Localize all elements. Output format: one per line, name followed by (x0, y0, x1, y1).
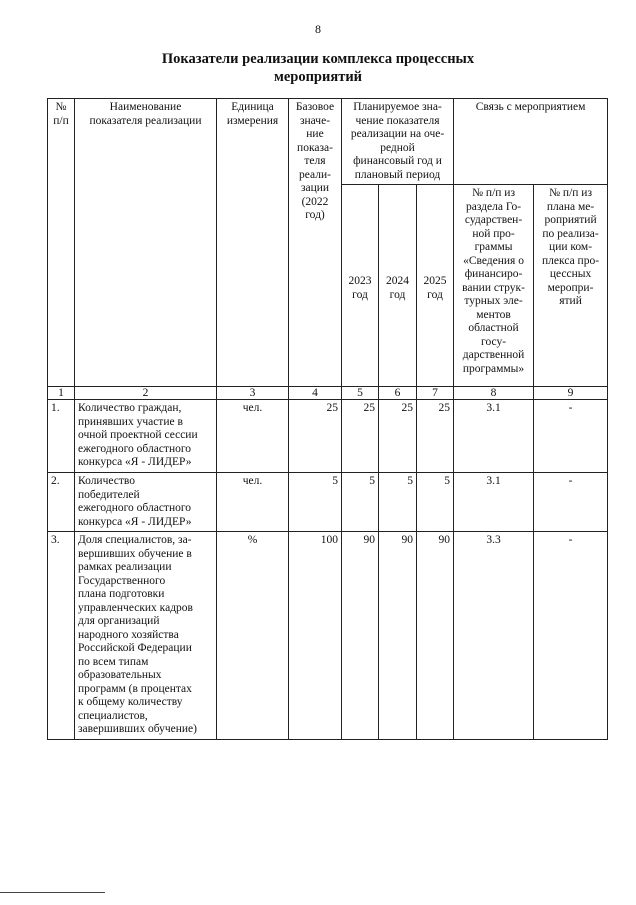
row-link-gp: 3.3 (454, 532, 534, 740)
row-indicator-name (75, 400, 217, 473)
cell-text-line: очной проектной сессии (78, 429, 198, 441)
cell-text-line: конкурса «Я - ЛИДЕР» (78, 515, 192, 528)
cell-text-line: завершивших обучение) (78, 723, 197, 735)
cell-text-line: плекса про- (542, 254, 600, 267)
cell-text-line: программ (в процентах (78, 682, 192, 695)
cell-text-line: вании струк- (462, 281, 525, 294)
cell-text-line: ежегодного областного (78, 442, 192, 455)
table-row (48, 473, 608, 532)
index-row (48, 387, 608, 400)
title-line-1: Показатели реализации комплекса процессных (161, 51, 475, 67)
title-line-2: мероприятий (273, 69, 363, 85)
cell-text-line: народного хозяйства (78, 628, 179, 641)
cell-text-line: чение показателя (355, 114, 440, 127)
cell-text-line: образовательных (78, 669, 162, 681)
cell-text-line: управленческих кадров (78, 601, 193, 614)
cell-text-line: дарственной (462, 349, 525, 361)
cell-text-line: 2023 (348, 275, 372, 287)
cell-text-line: «Сведения о (463, 254, 524, 267)
footnote-divider (0, 892, 105, 893)
row-value-2023: 90 (342, 532, 379, 740)
cell-text-line: (2022 (301, 195, 329, 208)
row-num: 2. (48, 473, 75, 532)
cell-text-line: Государственного (78, 574, 166, 587)
cell-text-line: реализации на оче- (350, 128, 445, 140)
row-value-2023: 25 (342, 400, 379, 473)
cell-text-line: по реализа- (542, 227, 599, 240)
row-indicator-name (75, 532, 217, 740)
cell-text-line: роприятий (544, 214, 597, 226)
cell-text-line: областной (468, 322, 519, 334)
header-unit (217, 99, 289, 387)
cell-text-line: победителей (78, 488, 140, 501)
cell-text-line: раздела Го- (465, 200, 522, 213)
cell-text-line: меропри- (547, 281, 594, 294)
index-cell: 9 (534, 387, 608, 400)
indicators-table (47, 98, 608, 740)
header-link-gp (454, 185, 534, 387)
cell-text-line: плановый период (354, 168, 441, 181)
header-2024 (379, 185, 417, 387)
row-value-2025: 25 (417, 400, 454, 473)
index-cell: 7 (417, 387, 454, 400)
table-row (48, 532, 608, 740)
index-cell: 1 (48, 387, 75, 400)
row-unit: чел. (217, 400, 289, 473)
cell-text-line: Количество граждан, (78, 402, 182, 414)
table-row (48, 400, 608, 473)
header-base-value (289, 99, 342, 387)
index-cell: 4 (289, 387, 342, 400)
cell-text-line: для организаций (78, 615, 160, 627)
cell-text-line: значе- (299, 114, 331, 127)
cell-text-line: теля (304, 155, 326, 167)
cell-text-line: сударствен- (464, 214, 523, 226)
cell-text-line: реали- (299, 168, 331, 181)
cell-text-line: к общему количеству (78, 696, 183, 708)
header-link-plan (534, 185, 608, 387)
cell-text-line: цессных (549, 268, 592, 280)
cell-text-line: п/п (53, 114, 69, 127)
cell-text-line: Планируемое зна- (353, 101, 442, 113)
index-cell: 3 (217, 387, 289, 400)
row-link-gp: 3.1 (454, 400, 534, 473)
cell-text-line: финансиро- (464, 268, 523, 280)
cell-text-line: турных эле- (464, 295, 523, 307)
cell-text-line: Количество (78, 475, 135, 487)
page-number: 8 (315, 22, 321, 36)
cell-text-line: рамках реализации (78, 561, 172, 573)
cell-text-line: ние (306, 128, 324, 140)
cell-text-line: финансовый год и (353, 155, 442, 167)
row-value-2023: 5 (342, 473, 379, 532)
row-value-2024: 90 (379, 532, 417, 740)
cell-text-line: принявших участие в (78, 415, 183, 428)
cell-text-line: Российской Федерации (78, 642, 192, 654)
row-unit: % (217, 532, 289, 740)
cell-text-line: ежегодного областного (78, 502, 192, 514)
cell-text-line: граммы (474, 241, 513, 253)
cell-text-line: год (352, 288, 368, 301)
cell-text-line: год (389, 288, 406, 301)
cell-text-line: конкурса «Я - ЛИДЕР» (78, 456, 192, 468)
cell-text-line: специалистов, (78, 709, 148, 722)
index-cell: 6 (379, 387, 417, 400)
cell-text-line: показателя реализации (89, 114, 202, 127)
cell-text-line: Доля специалистов, за- (78, 534, 192, 546)
cell-text-line: Базовое (295, 101, 335, 113)
cell-text-line: плана подготовки (78, 588, 165, 600)
row-link-gp: 3.1 (454, 473, 534, 532)
cell-text-line: госу- (481, 335, 507, 348)
cell-text-line: год) (305, 209, 325, 221)
header-num (48, 99, 75, 387)
cell-text-line: по всем типам (78, 655, 149, 668)
index-cell: 5 (342, 387, 379, 400)
cell-text-line: программы» (462, 362, 525, 375)
header-row-top (48, 99, 608, 185)
row-value-2024: 25 (379, 400, 417, 473)
index-cell: 8 (454, 387, 534, 400)
cell-text-line: зации (300, 182, 330, 194)
cell-text-line: 2024 (386, 275, 409, 287)
cell-text-line: ятий (559, 295, 582, 307)
table-body (48, 99, 608, 740)
header-planned-value (342, 99, 454, 185)
header-2023 (342, 185, 379, 387)
cell-text-line: Наименование (109, 101, 182, 113)
row-indicator-name (75, 473, 217, 532)
cell-text-line: вершивших обучение в (78, 547, 192, 560)
row-num: 3. (48, 532, 75, 740)
row-value-2025: 5 (417, 473, 454, 532)
cell-text-line: Единица (231, 101, 274, 113)
row-link-plan: - (534, 400, 608, 473)
cell-text-line: ной про- (472, 227, 515, 240)
document-title (100, 50, 536, 86)
cell-text-line: редной (380, 141, 415, 154)
header-link: Связь с мероприятием (454, 99, 608, 185)
cell-text-line: плана ме- (546, 200, 595, 213)
row-value-2025: 90 (417, 532, 454, 740)
cell-text-line: ментов (476, 308, 511, 321)
cell-text-line: № п/п из (549, 187, 592, 199)
row-base-value: 100 (289, 532, 342, 740)
row-value-2024: 5 (379, 473, 417, 532)
row-base-value: 5 (289, 473, 342, 532)
row-num: 1. (48, 400, 75, 473)
cell-text-line: измерения (226, 114, 279, 127)
row-base-value: 25 (289, 400, 342, 473)
index-cell: 2 (75, 387, 217, 400)
row-unit: чел. (217, 473, 289, 532)
cell-text-line: ции ком- (549, 241, 593, 253)
cell-text-line: показа- (297, 141, 333, 154)
cell-text-line: 2025 (423, 275, 447, 287)
cell-text-line: год (427, 288, 443, 301)
cell-text-line: № п/п из (472, 187, 515, 199)
header-name (75, 99, 217, 387)
row-link-plan: - (534, 532, 608, 740)
row-link-plan: - (534, 473, 608, 532)
header-2025 (417, 185, 454, 387)
cell-text-line: № (55, 101, 67, 113)
